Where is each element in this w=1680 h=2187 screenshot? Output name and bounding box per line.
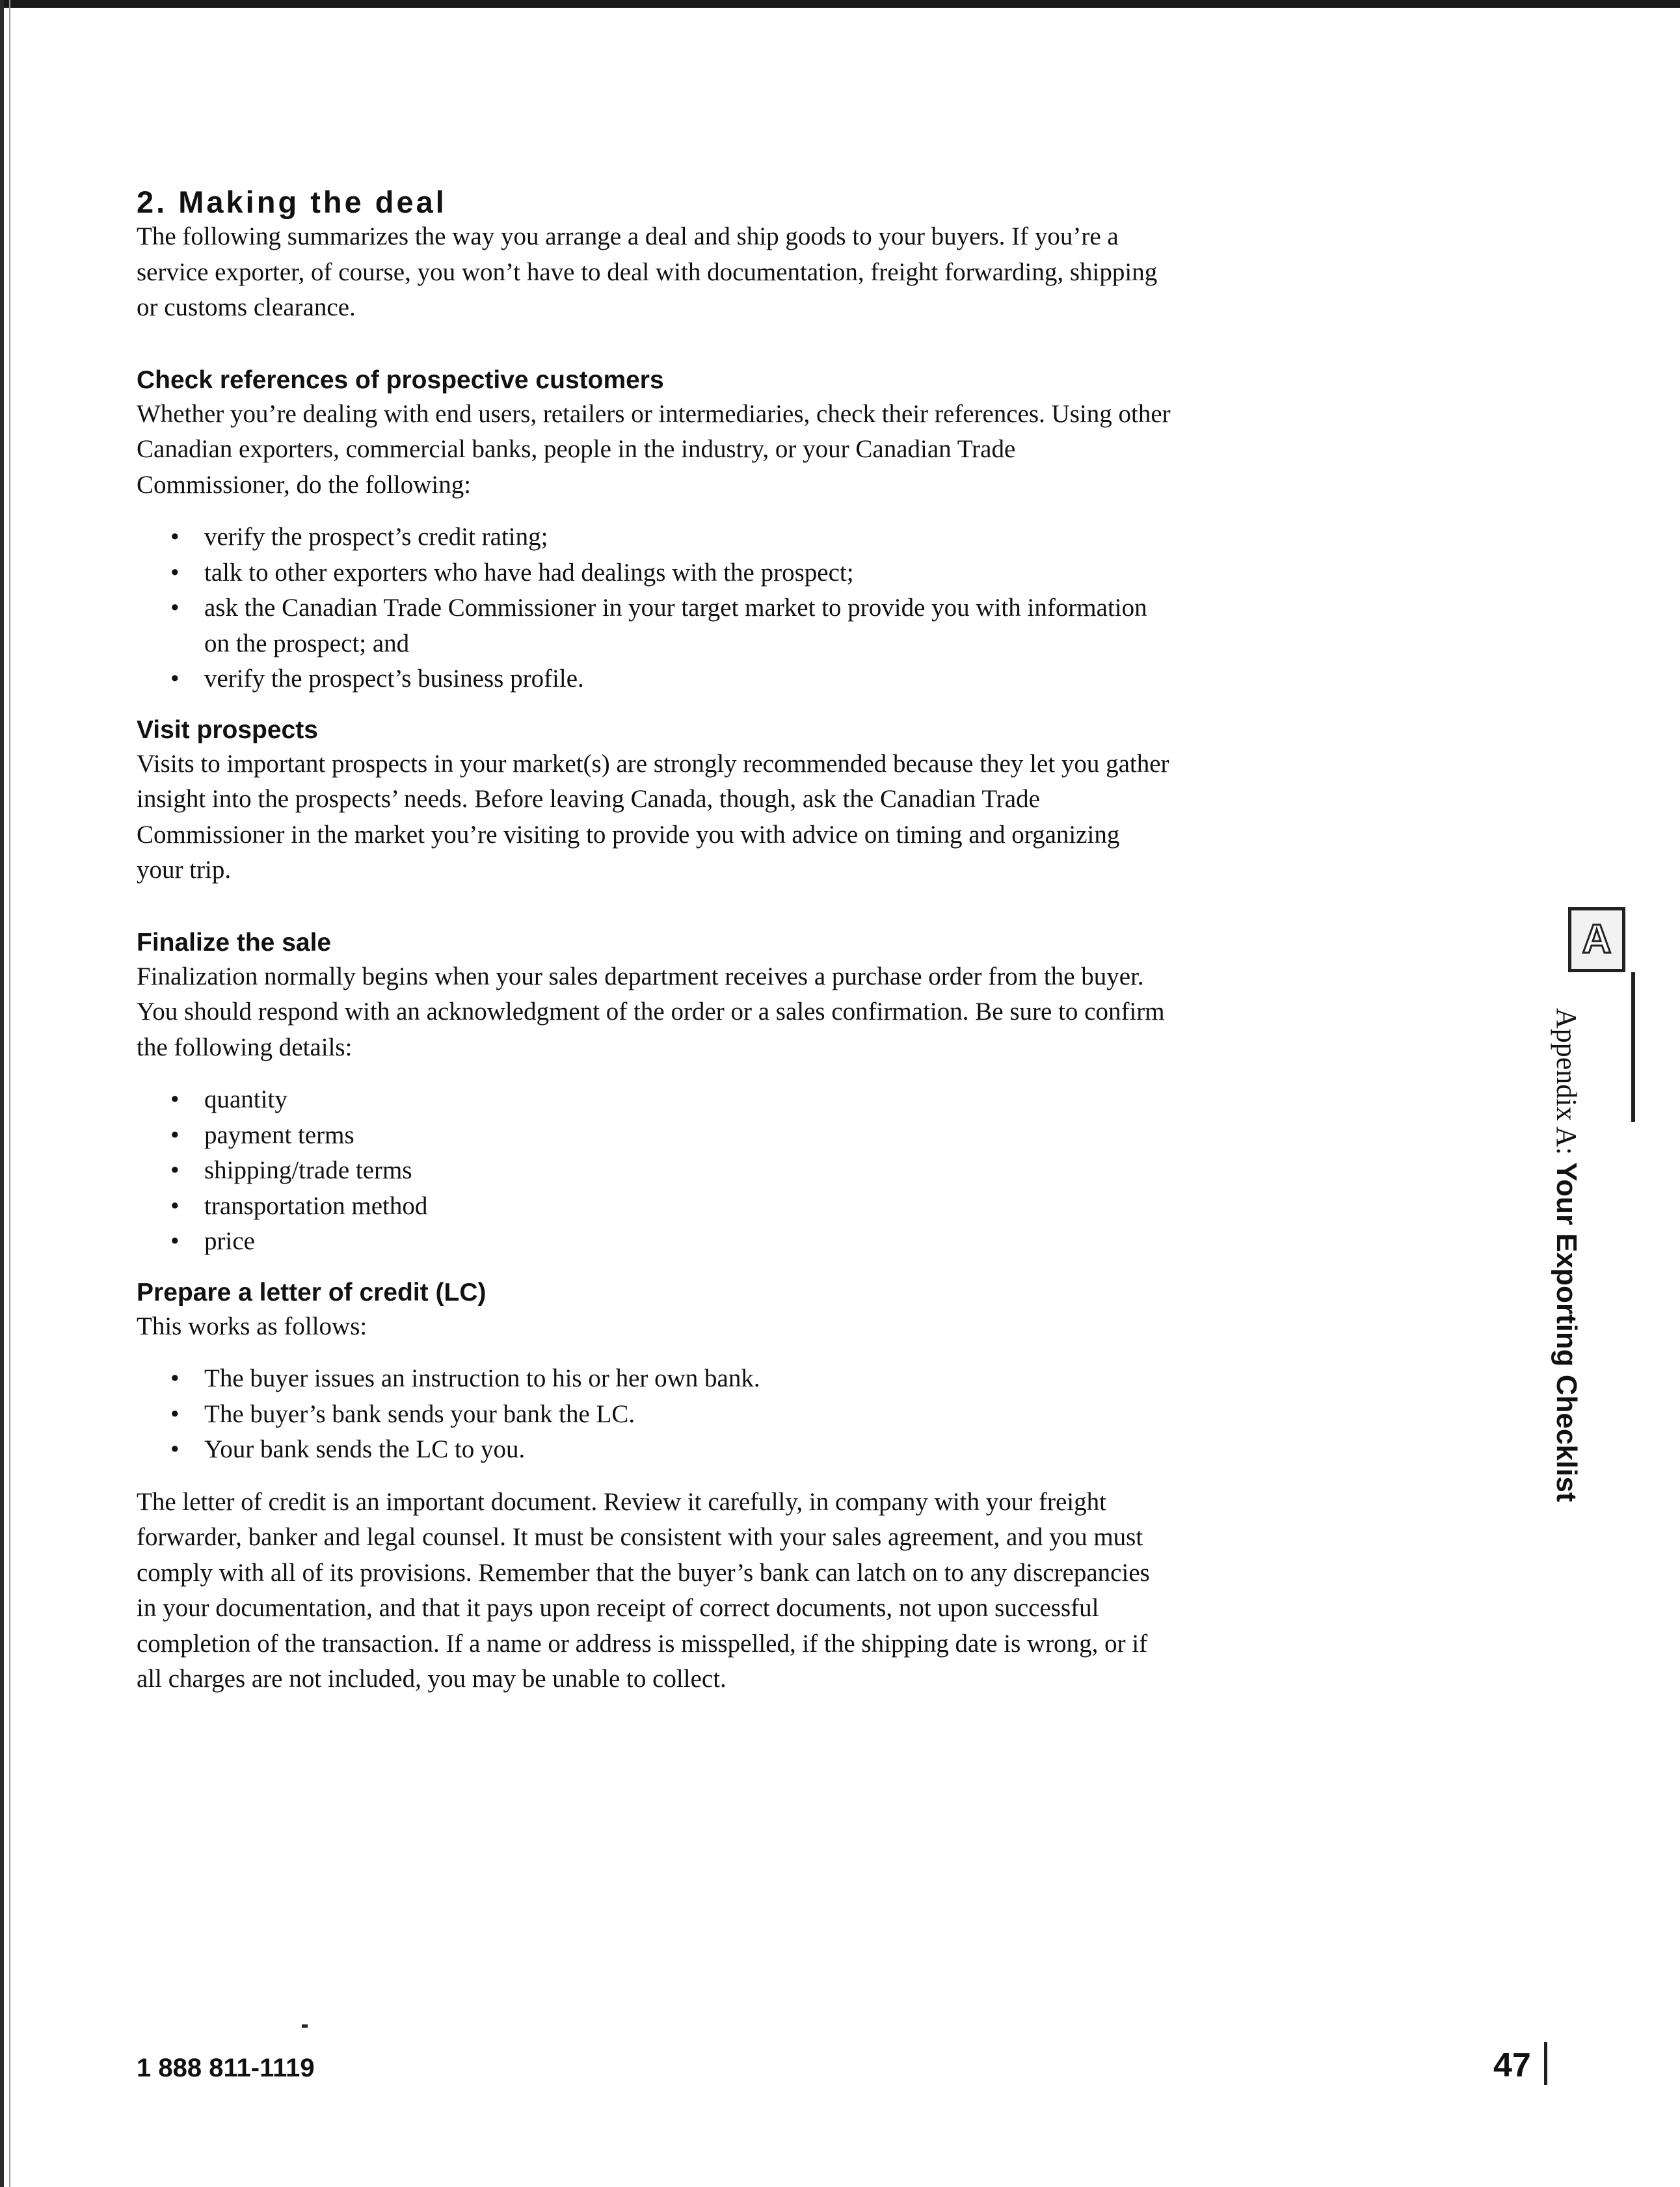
list-item: • payment terms [137,1118,1171,1154]
scan-speck [302,2024,308,2028]
letter-of-credit-intro: This works as follows: [137,1312,367,1340]
section-intro: The following summarizes the way you arrange a deal and ship goods to your buyers. If you’re a service exporter, of course, you won’t have to deal with documentation, freight forwarding, shipping or customs clearance. [137,222,1158,321]
left-page-edge-shadow [9,0,10,2187]
top-border-rule [0,0,1680,8]
list-item: • transportation method [137,1189,1171,1225]
check-references-body: Whether you’re dealing with end users, retailers or intermediaries, check their references. Using other Canadian exporters, commercial banks, people in the industry, or your Canadian Trade Commissioner, do the following: [137,399,1171,499]
section-title: 2. Making the deal [137,185,447,219]
list-item: • price [137,1224,1171,1260]
letter-of-credit-closing: The letter of credit is an important document. Review it carefully, in company with your freight forwarder, banker and legal counsel. It must be consistent with your sales agreement, and you must comply with all of its provisions. Remember that the buyer’s bank can latch on to any discrepancies in your documentation, and that it pays upon receipt of correct documents, not upon successful completion of the transaction. If a name or address is misspelled, if the shipping date is wrong, or if all charges are not included, you may be unable to collect. [137,1487,1150,1693]
list-item: • talk to other exporters who have had dealings with the prospect; [137,555,1171,591]
side-tab-label-prefix: Appendix A: [1551,1008,1582,1163]
footer-phone-number: 1 888 811-1119 [137,2054,315,2082]
list-item: • quantity [137,1082,1171,1118]
left-page-edge [0,0,4,2187]
appendix-tab-letter: A [1582,917,1612,962]
list-item: • shipping/trade terms [137,1153,1171,1189]
finalize-sale-list [137,1082,1171,1260]
heading-letter-of-credit: Prepare a letter of credit (LC) [137,1278,487,1306]
main-content [137,185,1171,1697]
heading-check-references: Check references of prospective customers [137,365,664,394]
list-item: • Your bank sends the LC to you. [137,1432,1171,1468]
check-references-list [137,520,1171,697]
list-item: • The buyer’s bank sends your bank the LC. [137,1397,1171,1433]
finalize-sale-body: Finalization normally begins when your sales department receives a purchase order from the buyer. You should respond with an acknowledgment of the order or a sales confirmation. Be sure to confirm the following details: [137,962,1165,1061]
heading-visit-prospects: Visit prospects [137,715,318,744]
list-item: • ask the Canadian Trade Commissioner in your target market to provide you with information on the prospect; and [137,590,1171,661]
appendix-tab-icon [1568,907,1625,972]
visit-prospects-body: Visits to important prospects in your market(s) are strongly recommended because they let you gather insight into the prospects’ needs. Before leaving Canada, though, ask the Canadian Trade Commissioner in the market you’re visiting to provide you with advice on timing and organizing your trip. [137,749,1169,884]
heading-finalize-sale: Finalize the sale [137,928,332,957]
side-tab-label [1551,1008,1582,1502]
page-number-rule [1544,2042,1547,2085]
letter-of-credit-list [137,1361,1171,1468]
list-item: • verify the prospect’s credit rating; [137,520,1171,555]
list-item: • verify the prospect’s business profile. [137,661,1171,697]
page-number: 47 [1493,2047,1531,2084]
side-tab-rule [1631,972,1635,1122]
list-item: • The buyer issues an instruction to his or her own bank. [137,1361,1171,1397]
side-tab-label-main: Your Exporting Checklist [1551,1162,1582,1502]
